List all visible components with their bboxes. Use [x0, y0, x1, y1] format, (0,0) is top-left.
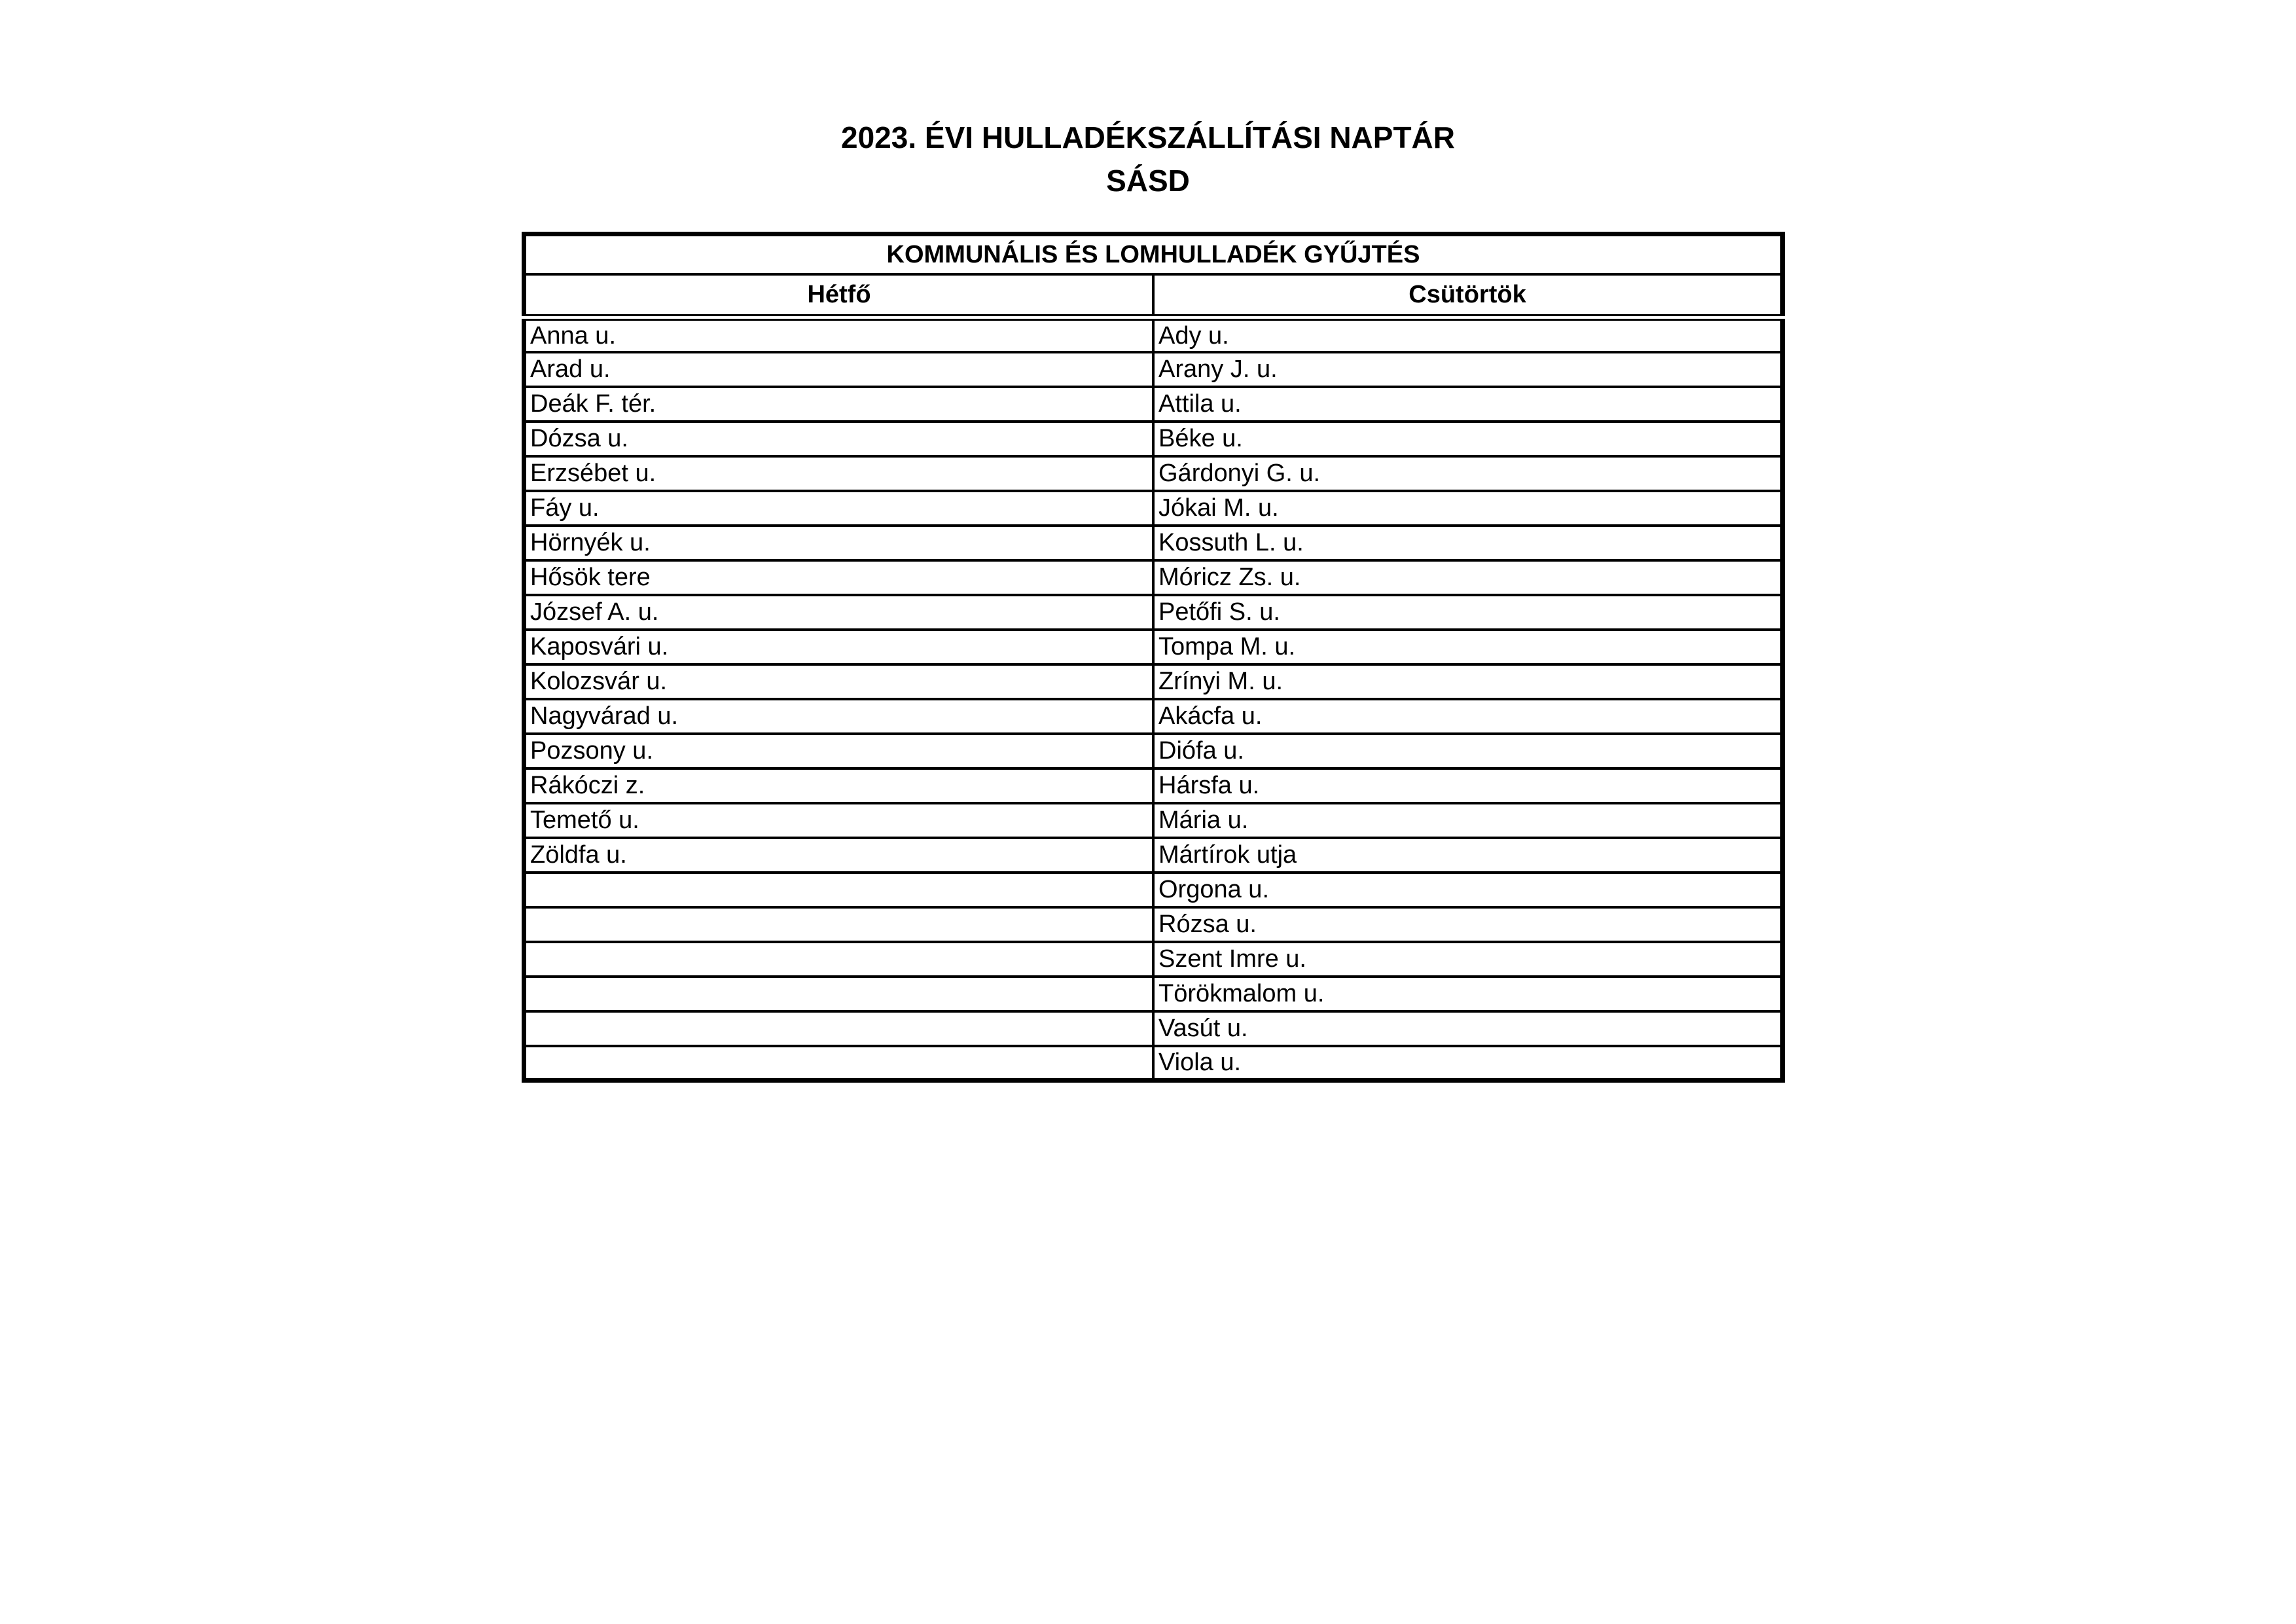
monday-street: Nagyvárad u.	[524, 699, 1154, 734]
thursday-street: Arany J. u.	[1153, 352, 1783, 387]
thursday-street: Kossuth L. u.	[1153, 526, 1783, 560]
monday-street: Dózsa u.	[524, 422, 1154, 456]
monday-street: Temető u.	[524, 803, 1154, 838]
table-row	[524, 699, 1783, 734]
monday-street: Pozsony u.	[524, 734, 1154, 768]
thursday-street: Tompa M. u.	[1153, 630, 1783, 664]
monday-street: Deák F. tér.	[524, 387, 1154, 422]
monday-street	[524, 1011, 1154, 1046]
table-header: KOMMUNÁLIS ÉS LOMHULLADÉK GYŰJTÉS	[524, 234, 1783, 274]
table-row	[524, 768, 1783, 803]
document-subtitle-location: SÁSD	[1106, 164, 1190, 198]
table-row	[524, 803, 1783, 838]
monday-street	[524, 873, 1154, 907]
table-row	[524, 873, 1783, 907]
monday-street: József A. u.	[524, 595, 1154, 630]
monday-street: Kolozsvár u.	[524, 664, 1154, 699]
column-header-monday: Hétfő	[524, 274, 1154, 317]
table-row	[524, 907, 1783, 942]
table-row	[524, 630, 1783, 664]
table-row	[524, 734, 1783, 768]
table-row	[524, 317, 1783, 352]
monday-street: Erzsébet u.	[524, 456, 1154, 491]
thursday-street: Mária u.	[1153, 803, 1783, 838]
table-row	[524, 1046, 1783, 1081]
monday-street: Arad u.	[524, 352, 1154, 387]
thursday-street: Béke u.	[1153, 422, 1783, 456]
table-row	[524, 491, 1783, 526]
monday-street: Kaposvári u.	[524, 630, 1154, 664]
thursday-street: Zrínyi M. u.	[1153, 664, 1783, 699]
table-row	[524, 387, 1783, 422]
thursday-street: Móricz Zs. u.	[1153, 560, 1783, 595]
thursday-street: Ady u.	[1153, 317, 1783, 352]
table-row	[524, 352, 1783, 387]
table-row	[524, 838, 1783, 873]
table-row	[524, 664, 1783, 699]
table-row	[524, 1011, 1783, 1046]
monday-street: Anna u.	[524, 317, 1154, 352]
thursday-street: Akácfa u.	[1153, 699, 1783, 734]
monday-street: Fáy u.	[524, 491, 1154, 526]
thursday-street: Hársfa u.	[1153, 768, 1783, 803]
thursday-street: Mártírok utja	[1153, 838, 1783, 873]
monday-street	[524, 1046, 1154, 1081]
collection-schedule-table	[522, 232, 1785, 1083]
table-row	[524, 526, 1783, 560]
monday-street: Rákóczi z.	[524, 768, 1154, 803]
thursday-street: Jókai M. u.	[1153, 491, 1783, 526]
monday-street: Hörnyék u.	[524, 526, 1154, 560]
monday-street	[524, 977, 1154, 1011]
monday-street: Hősök tere	[524, 560, 1154, 595]
table-row	[524, 560, 1783, 595]
thursday-street: Orgona u.	[1153, 873, 1783, 907]
thursday-street: Viola u.	[1153, 1046, 1783, 1081]
monday-street: Zöldfa u.	[524, 838, 1154, 873]
thursday-street: Attila u.	[1153, 387, 1783, 422]
thursday-street: Törökmalom u.	[1153, 977, 1783, 1011]
document-title: 2023. ÉVI HULLADÉKSZÁLLÍTÁSI NAPTÁR	[841, 120, 1455, 154]
thursday-street: Rózsa u.	[1153, 907, 1783, 942]
table-row	[524, 456, 1783, 491]
thursday-street: Gárdonyi G. u.	[1153, 456, 1783, 491]
monday-street	[524, 907, 1154, 942]
column-header-thursday: Csütörtök	[1153, 274, 1783, 317]
thursday-street: Szent Imre u.	[1153, 942, 1783, 977]
thursday-street: Petőfi S. u.	[1153, 595, 1783, 630]
monday-street	[524, 942, 1154, 977]
table-row	[524, 422, 1783, 456]
table-row	[524, 942, 1783, 977]
thursday-street: Vasút u.	[1153, 1011, 1783, 1046]
table-row	[524, 595, 1783, 630]
table-row	[524, 977, 1783, 1011]
thursday-street: Diófa u.	[1153, 734, 1783, 768]
